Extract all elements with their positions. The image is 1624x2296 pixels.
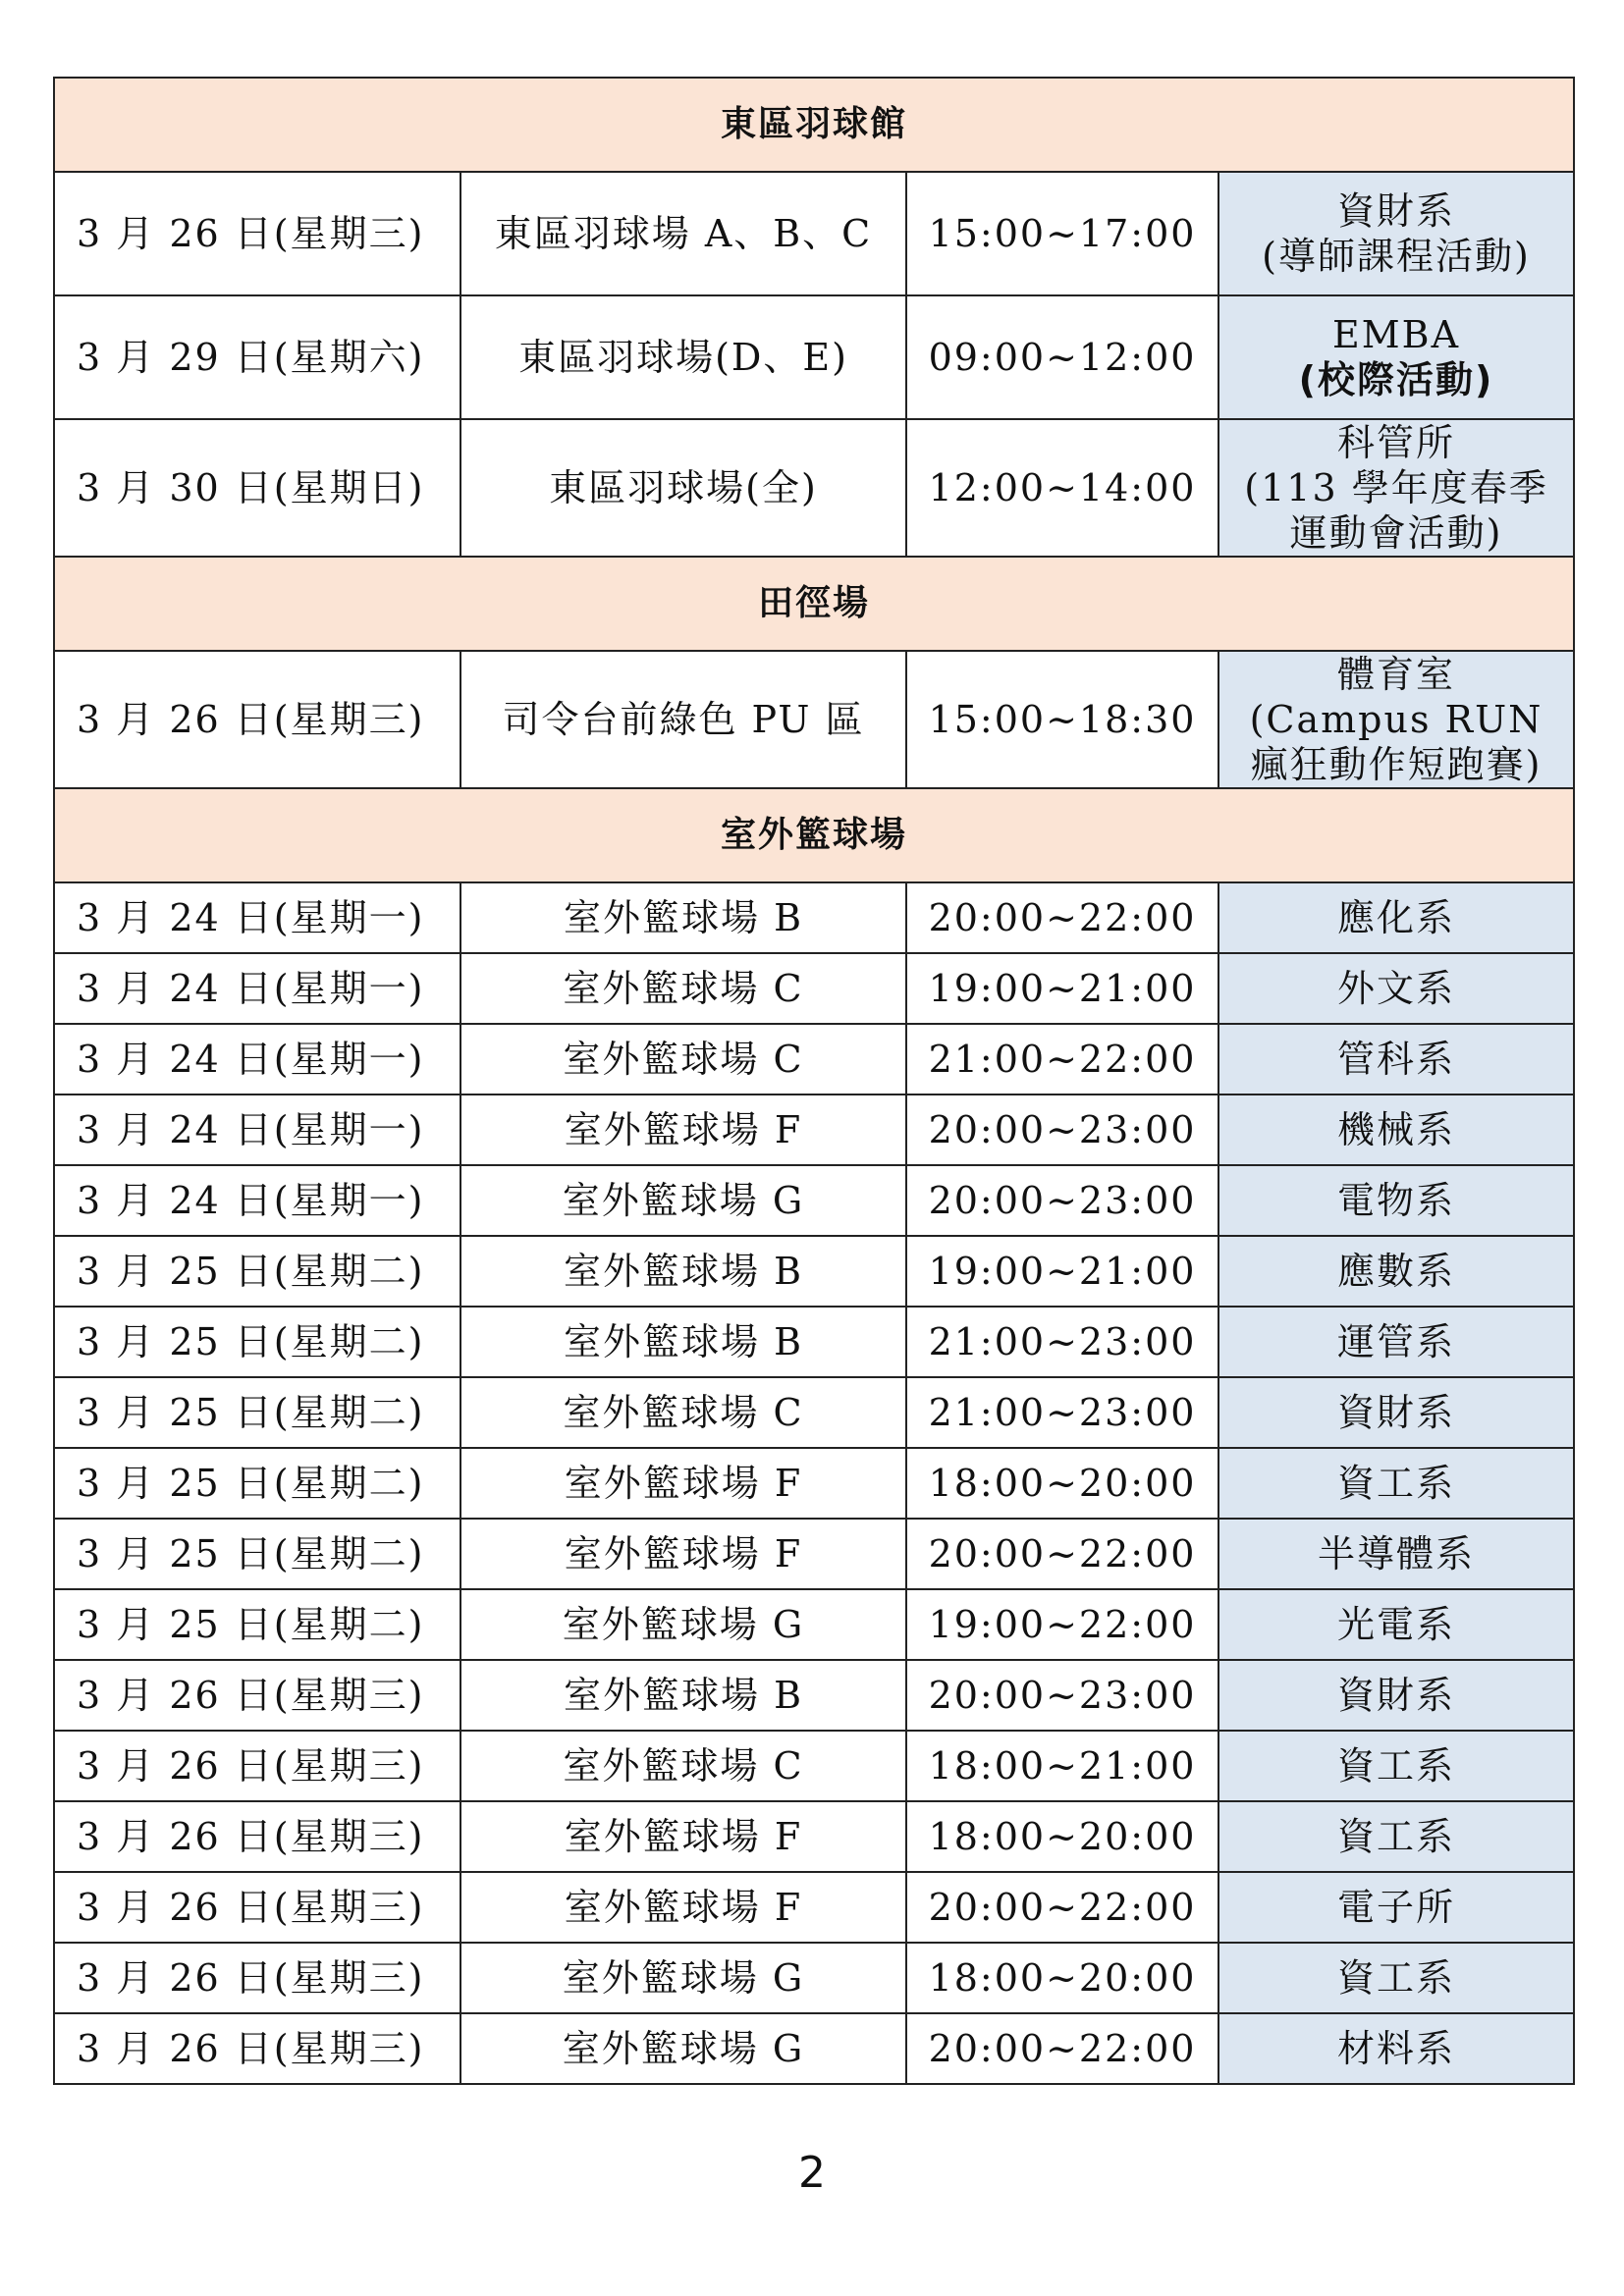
unit-line: 資工系 xyxy=(1337,1956,1456,2000)
schedule-body xyxy=(54,78,1574,2084)
unit-cell xyxy=(1218,1448,1574,1519)
venue-cell: 室外籃球場 C xyxy=(460,953,906,1024)
venue-cell: 室外籃球場 C xyxy=(460,1731,906,1801)
unit-cell xyxy=(1218,1377,1574,1448)
unit-line: 資工系 xyxy=(1337,1744,1456,1788)
unit-line: 應數系 xyxy=(1337,1250,1456,1293)
time-cell: 15:00~18:30 xyxy=(906,651,1218,788)
unit-line: 科管所 xyxy=(1337,421,1456,464)
section-header-row xyxy=(54,788,1574,882)
table-row xyxy=(54,1236,1574,1307)
table-row xyxy=(54,172,1574,295)
time-cell: 20:00~22:00 xyxy=(906,882,1218,953)
unit-line: 應化系 xyxy=(1337,896,1456,939)
date-cell: 3 月 26 日(星期三) xyxy=(54,1801,460,1872)
table-row xyxy=(54,1872,1574,1943)
table-row xyxy=(54,1024,1574,1095)
unit-line: (導師課程活動) xyxy=(1262,235,1531,278)
date-cell: 3 月 24 日(星期一) xyxy=(54,1095,460,1165)
unit-cell xyxy=(1218,1589,1574,1660)
table-row xyxy=(54,1660,1574,1731)
unit-line: 運管系 xyxy=(1337,1320,1456,1363)
table-row xyxy=(54,1377,1574,1448)
venue-schedule-table xyxy=(53,77,1575,2085)
unit-line: 資財系 xyxy=(1337,1674,1456,1717)
venue-cell: 室外籃球場 B xyxy=(460,1307,906,1377)
venue-cell: 室外籃球場 B xyxy=(460,882,906,953)
unit-line: 管科系 xyxy=(1337,1038,1456,1081)
unit-line: (113 學年度春季 xyxy=(1244,466,1548,509)
venue-cell: 東區羽球場 A、B、C xyxy=(460,172,906,295)
time-cell: 19:00~21:00 xyxy=(906,953,1218,1024)
section-header-row xyxy=(54,557,1574,651)
venue-cell: 室外籃球場 F xyxy=(460,1448,906,1519)
unit-cell xyxy=(1218,1872,1574,1943)
table-row xyxy=(54,651,1574,788)
unit-line: 資工系 xyxy=(1337,1815,1456,1858)
time-cell: 21:00~23:00 xyxy=(906,1307,1218,1377)
time-cell: 12:00~14:00 xyxy=(906,419,1218,557)
table-row xyxy=(54,1095,1574,1165)
time-cell: 09:00~12:00 xyxy=(906,295,1218,419)
unit-line: 機械系 xyxy=(1337,1108,1456,1151)
date-cell: 3 月 25 日(星期二) xyxy=(54,1307,460,1377)
venue-cell: 司令台前綠色 PU 區 xyxy=(460,651,906,788)
table-row xyxy=(54,1589,1574,1660)
unit-line: 運動會活動) xyxy=(1289,511,1503,555)
date-cell: 3 月 26 日(星期三) xyxy=(54,1731,460,1801)
date-cell: 3 月 25 日(星期二) xyxy=(54,1589,460,1660)
table-row xyxy=(54,2013,1574,2084)
unit-cell xyxy=(1218,1731,1574,1801)
venue-cell: 室外籃球場 F xyxy=(460,1872,906,1943)
unit-line: 材料系 xyxy=(1337,2027,1456,2070)
date-cell: 3 月 26 日(星期三) xyxy=(54,651,460,788)
table-row xyxy=(54,1307,1574,1377)
venue-cell: 室外籃球場 G xyxy=(460,1165,906,1236)
venue-cell: 室外籃球場 G xyxy=(460,1943,906,2013)
unit-line: 光電系 xyxy=(1337,1603,1456,1646)
section-header-row xyxy=(54,78,1574,172)
unit-cell xyxy=(1218,2013,1574,2084)
unit-line: 資工系 xyxy=(1337,1462,1456,1505)
date-cell: 3 月 24 日(星期一) xyxy=(54,953,460,1024)
venue-cell: 室外籃球場 F xyxy=(460,1095,906,1165)
table-row xyxy=(54,419,1574,557)
section-title: 室外籃球場 xyxy=(54,788,1574,882)
table-row xyxy=(54,295,1574,419)
unit-line: 電物系 xyxy=(1337,1179,1456,1222)
time-cell: 19:00~21:00 xyxy=(906,1236,1218,1307)
date-cell: 3 月 26 日(星期三) xyxy=(54,1660,460,1731)
date-cell: 3 月 29 日(星期六) xyxy=(54,295,460,419)
unit-line: 電子所 xyxy=(1337,1886,1456,1929)
venue-cell: 東區羽球場(D、E) xyxy=(460,295,906,419)
time-cell: 21:00~22:00 xyxy=(906,1024,1218,1095)
section-title: 田徑場 xyxy=(54,557,1574,651)
time-cell: 20:00~23:00 xyxy=(906,1095,1218,1165)
unit-cell xyxy=(1218,953,1574,1024)
unit-cell xyxy=(1218,1801,1574,1872)
unit-line: 資財系 xyxy=(1337,1391,1456,1434)
venue-cell: 室外籃球場 C xyxy=(460,1377,906,1448)
date-cell: 3 月 25 日(星期二) xyxy=(54,1448,460,1519)
date-cell: 3 月 25 日(星期二) xyxy=(54,1377,460,1448)
venue-cell: 室外籃球場 C xyxy=(460,1024,906,1095)
time-cell: 19:00~22:00 xyxy=(906,1589,1218,1660)
unit-line: 外文系 xyxy=(1337,967,1456,1010)
unit-cell xyxy=(1218,172,1574,295)
time-cell: 20:00~22:00 xyxy=(906,1872,1218,1943)
time-cell: 18:00~21:00 xyxy=(906,1731,1218,1801)
unit-cell xyxy=(1218,1095,1574,1165)
table-row xyxy=(54,1519,1574,1589)
date-cell: 3 月 25 日(星期二) xyxy=(54,1236,460,1307)
unit-line: (校際活動) xyxy=(1298,358,1494,401)
unit-cell xyxy=(1218,651,1574,788)
time-cell: 15:00~17:00 xyxy=(906,172,1218,295)
date-cell: 3 月 24 日(星期一) xyxy=(54,1024,460,1095)
table-row xyxy=(54,953,1574,1024)
section-title: 東區羽球館 xyxy=(54,78,1574,172)
date-cell: 3 月 26 日(星期三) xyxy=(54,2013,460,2084)
unit-line: 資財系 xyxy=(1337,189,1456,233)
unit-cell xyxy=(1218,295,1574,419)
date-cell: 3 月 26 日(星期三) xyxy=(54,1872,460,1943)
time-cell: 18:00~20:00 xyxy=(906,1448,1218,1519)
unit-cell xyxy=(1218,1307,1574,1377)
time-cell: 20:00~22:00 xyxy=(906,2013,1218,2084)
time-cell: 18:00~20:00 xyxy=(906,1943,1218,2013)
venue-cell: 室外籃球場 G xyxy=(460,2013,906,2084)
venue-cell: 室外籃球場 B xyxy=(460,1236,906,1307)
venue-cell: 室外籃球場 G xyxy=(460,1589,906,1660)
time-cell: 20:00~23:00 xyxy=(906,1165,1218,1236)
unit-line: EMBA xyxy=(1332,313,1461,356)
table-row xyxy=(54,1731,1574,1801)
unit-line: 體育室 xyxy=(1337,653,1456,696)
unit-cell xyxy=(1218,1943,1574,2013)
date-cell: 3 月 26 日(星期三) xyxy=(54,172,460,295)
table-row xyxy=(54,1165,1574,1236)
table-row xyxy=(54,1943,1574,2013)
unit-cell xyxy=(1218,1519,1574,1589)
time-cell: 20:00~23:00 xyxy=(906,1660,1218,1731)
unit-cell xyxy=(1218,1165,1574,1236)
venue-cell: 室外籃球場 F xyxy=(460,1801,906,1872)
time-cell: 18:00~20:00 xyxy=(906,1801,1218,1872)
date-cell: 3 月 26 日(星期三) xyxy=(54,1943,460,2013)
date-cell: 3 月 24 日(星期一) xyxy=(54,882,460,953)
time-cell: 21:00~23:00 xyxy=(906,1377,1218,1448)
venue-cell: 室外籃球場 F xyxy=(460,1519,906,1589)
unit-cell xyxy=(1218,1236,1574,1307)
table-row xyxy=(54,882,1574,953)
date-cell: 3 月 25 日(星期二) xyxy=(54,1519,460,1589)
table-row xyxy=(54,1448,1574,1519)
unit-line: 半導體系 xyxy=(1318,1532,1476,1575)
unit-cell xyxy=(1218,1024,1574,1095)
unit-line: 瘋狂動作短跑賽) xyxy=(1250,743,1543,786)
unit-line: (Campus RUN xyxy=(1249,698,1543,741)
page-number: 2 xyxy=(798,2148,826,2198)
venue-cell: 室外籃球場 B xyxy=(460,1660,906,1731)
unit-cell xyxy=(1218,419,1574,557)
unit-cell xyxy=(1218,882,1574,953)
time-cell: 20:00~22:00 xyxy=(906,1519,1218,1589)
unit-cell xyxy=(1218,1660,1574,1731)
date-cell: 3 月 24 日(星期一) xyxy=(54,1165,460,1236)
venue-cell: 東區羽球場(全) xyxy=(460,419,906,557)
date-cell: 3 月 30 日(星期日) xyxy=(54,419,460,557)
table-row xyxy=(54,1801,1574,1872)
